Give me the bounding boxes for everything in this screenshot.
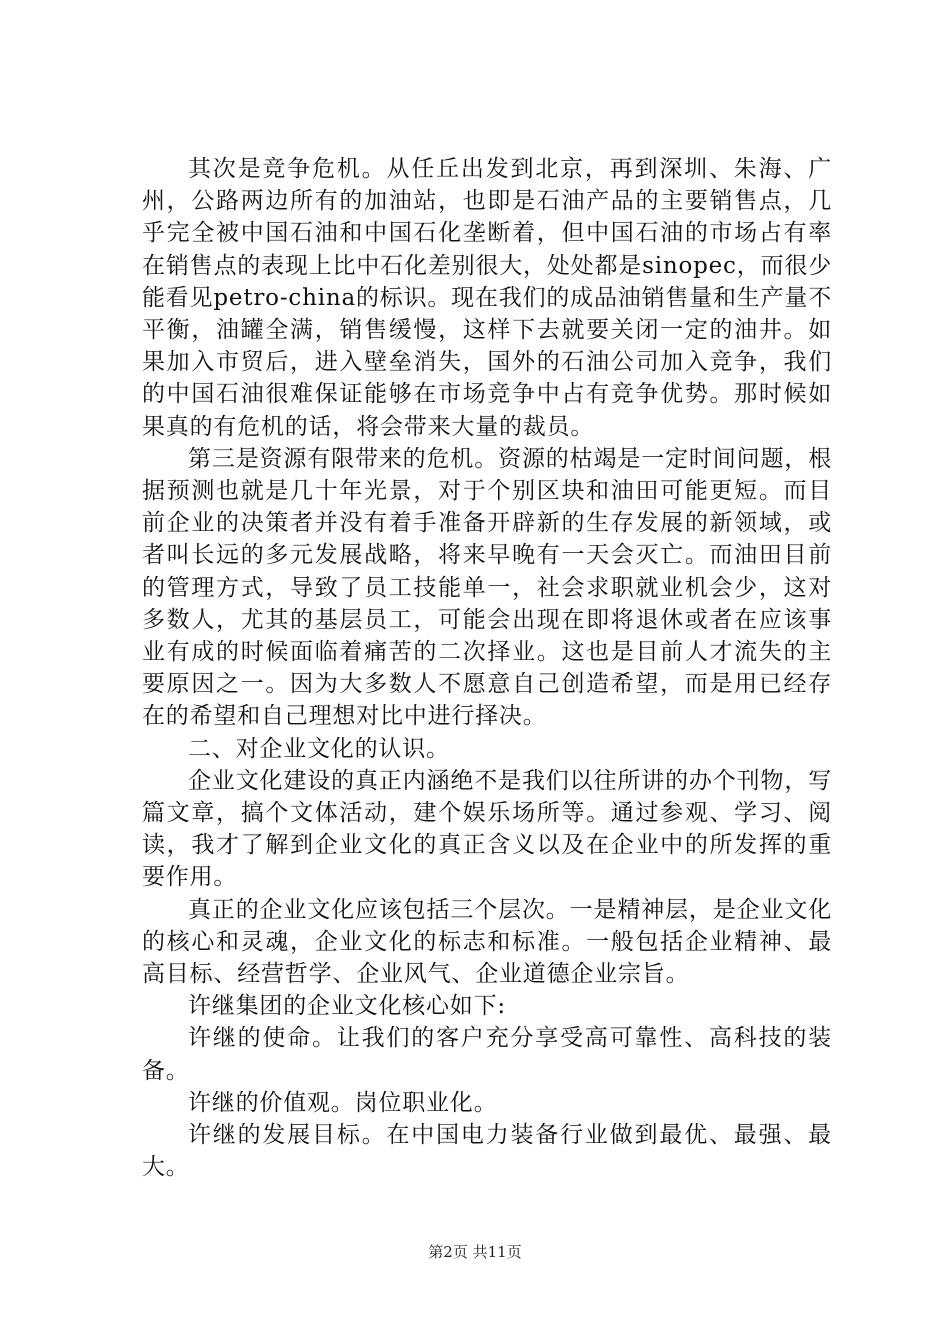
paragraph-xj-goal: 许继的发展目标。在中国电力装备行业做到最优、最强、最大。 (142, 1122, 832, 1181)
paragraph-culture-meaning: 企业文化建设的真正内涵绝不是我们以往所讲的办个刊物，写篇文章，搞个文体活动，建个娱乐场所等。通过参观、学习、阅读，我才了解到企业文化的真正含义以及在企业中的所发挥的重要作用。 (142, 767, 832, 891)
document-body (142, 153, 832, 1184)
section-heading-corporate-culture: 二、对企业文化的认识。 (188, 735, 450, 762)
paragraph-culture-levels: 真正的企业文化应该包括三个层次。一是精神层，是企业文化的核心和灵魂，企业文化的标志和标准。一般包括企业精神、最高目标、经营哲学、企业风气、企业道德企业宗旨。 (142, 896, 832, 988)
paragraph-xj-mission: 许继的使命。让我们的客户充分享受高可靠性、高科技的装备。 (142, 1025, 832, 1084)
paragraph-xj-values: 许继的价值观。岗位职业化。 (188, 1089, 498, 1116)
paragraph-resource-crisis: 第三是资源有限带来的危机。资源的枯竭是一定时间问题，根据预测也就是几十年光景，对于个别区块和油田可能更短。而目前企业的决策者并没有着手准备开辟新的生存发展的新领域，或者叫长远的多元发展战略，将来早晚有一天会灭亡。而油田目前的管理方式，导致了员工技能单一，社会求职就业机会少，这对多数人，尤其的基层员工，可能会出现在即将退休或者在应该事业有成的时候面临着痛苦的二次择业。这也是目前人才流失的主要原因之一。因为大多数人不愿意自己创造希望，而是用已经存在的希望和自己理想对比中进行择决。 (142, 445, 832, 730)
page-number-footer: 第2页 共11页 (428, 1243, 522, 1261)
paragraph-competition-crisis: 其次是竞争危机。从任丘出发到北京，再到深圳、朱海、广州，公路两边所有的加油站，也即是石油产品的主要销售点，几乎完全被中国石油和中国石化垄断着，但中国石油的市场占有率在销售点的表现上比中石化差别很大，处处都是sinopec，而很少能看见petro-china的标识。现在我们的成品油销售量和生产量不平衡，油罐全满，销售缓慢，这样下去就要关闭一定的油井。如果加入市贸后，进入壁垒消失，国外的石油公司加入竞争，我们的中国石油很难保证能够在市场竞争中占有竞争优势。那时候如果真的有危机的话，将会带来大量的裁员。 (142, 156, 832, 440)
paragraph-xj-culture-core: 许继集团的企业文化核心如下: (188, 993, 506, 1020)
